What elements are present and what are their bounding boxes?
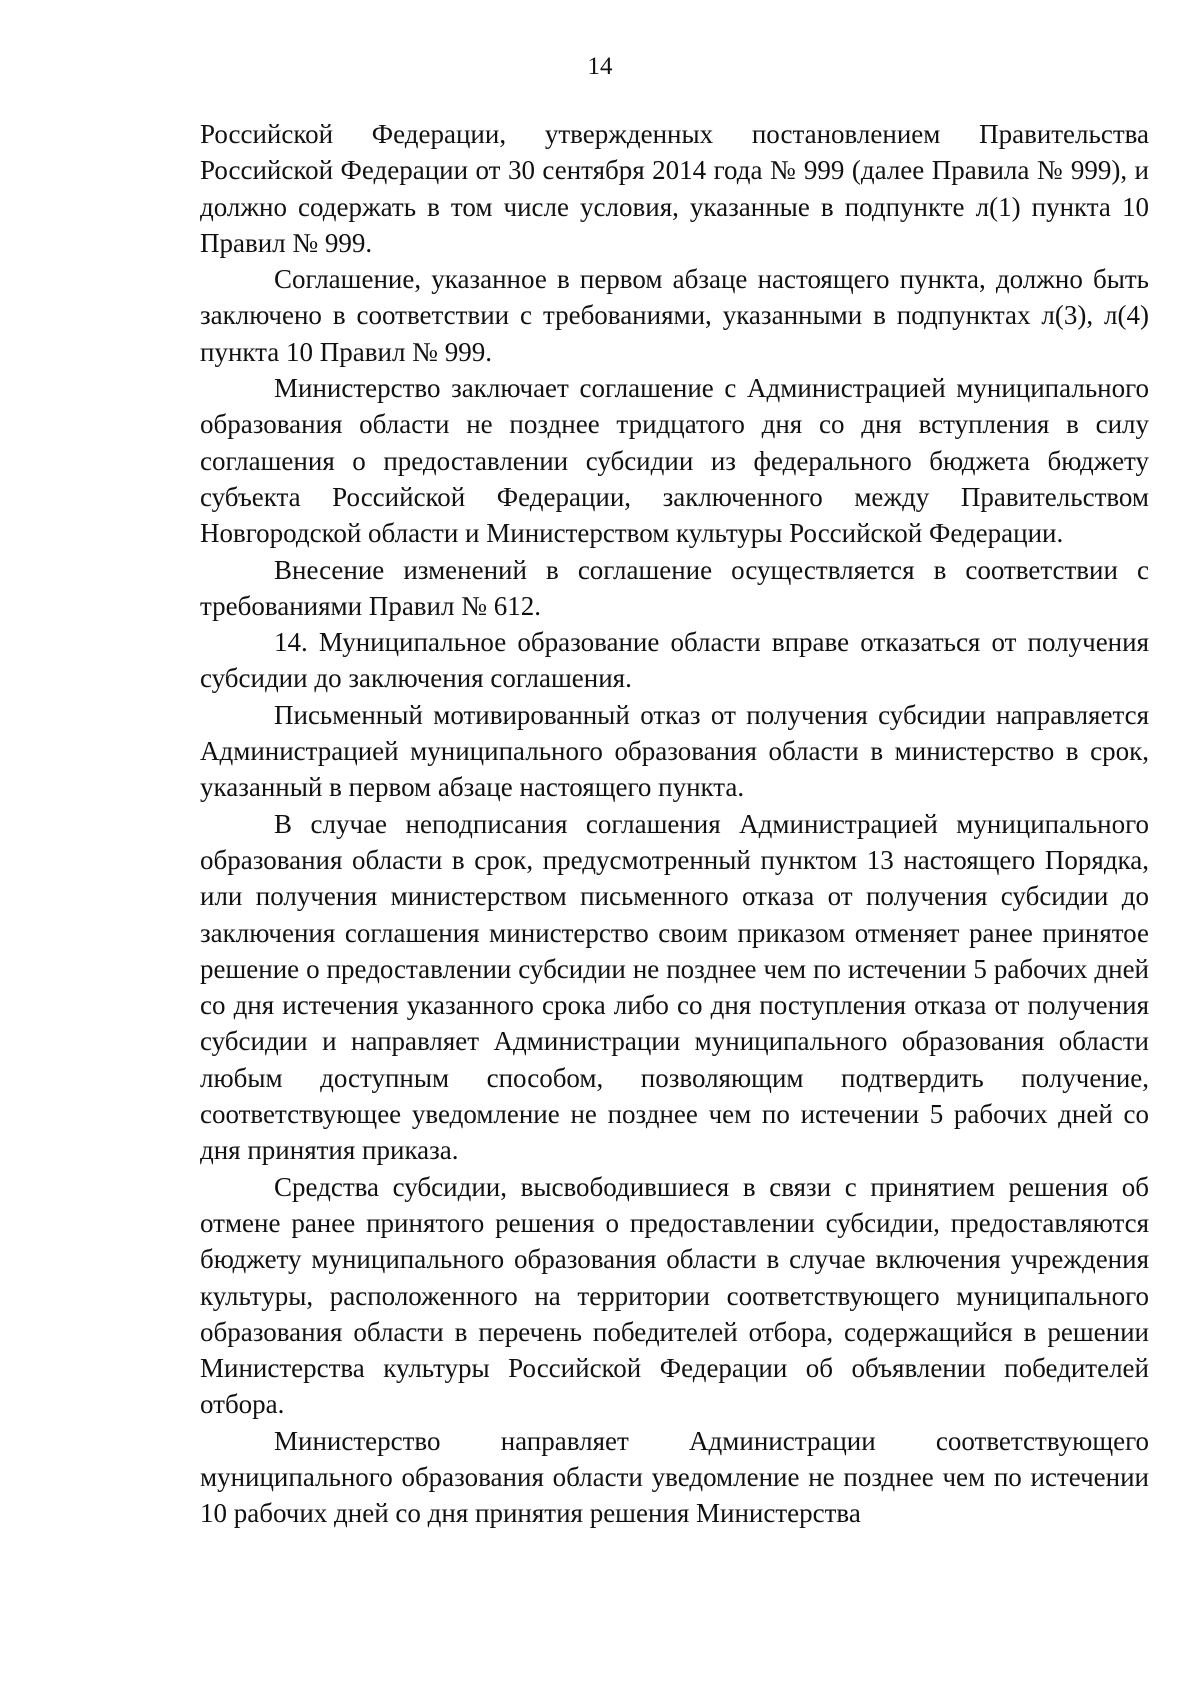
page-number: 14 <box>587 53 613 80</box>
paragraph-written-refusal: Письменный мотивированный отказ от получения субсидии направляется Администрацией муниципального образования области в министерство в срок, указанный в первом абзаце настоящего пункта. <box>200 699 1149 803</box>
paragraph-continuation: Российской Федерации, утвержденных постановлением Правительства Российской Федерации от 30 сентября 2014 года № 999 (далее Правила № 999), и должно содержать в том числе условия, указанные в подпункте л(1) пункта 10 Правил № 999. <box>200 119 1149 258</box>
document-body <box>200 116 1149 1532</box>
paragraph-item-14: 14. Муниципальное образование области вправе отказаться от получения субсидии до заключения соглашения. <box>200 627 1149 694</box>
paragraph-ministry-notification: Министерство направляет Администрации соответствующего муниципального образования области уведомление не позднее чем по истечении 10 рабочих дней со дня принятия решения Министерства <box>200 1425 1149 1529</box>
paragraph-ministry-agreement: Министерство заключает соглашение с Администрацией муниципального образования области не позднее тридцатого дня со дня вступления в силу соглашения о предоставлении субсидии из федерального бюджета бюджету субъекта Российской Федерации, заключенного между Правительством Новгородской области и Министерством культуры Российской Федерации. <box>200 373 1149 549</box>
paragraph-agreement-requirements: Соглашение, указанное в первом абзаце настоящего пункта, должно быть заключено в соответствии с требованиями, указанными в подпунктах л(3), л(4) пункта 10 Правил № 999. <box>200 264 1149 367</box>
paragraph-agreement-changes: Внесение изменений в соглашение осуществляется в соответствии с требованиями Правил № 612. <box>200 554 1149 621</box>
paragraph-non-signing: В случае неподписания соглашения Администрацией муниципального образования области в срок, предусмотренный пунктом 13 настоящего Порядка, или получения министерством письменного отказа от получения субсидии до заключения соглашения министерство своим приказом отменяет ранее принятое решение о предоставлении субсидии не позднее чем по истечении 5 рабочих дней со дня истечения указанного срока либо со дня поступления отказа от получения субсидии и направляет Администрации муниципального образования области любым доступным способом, позволяющим подтвердить получение, соответствующее уведомление не позднее чем по истечении 5 рабочих дней со дня принятия приказа. <box>200 808 1149 1166</box>
paragraph-released-funds: Средства субсидии, высвободившиеся в связи с принятием решения об отмене ранее принятого решения о предоставлении субсидии, предоставляются бюджету муниципального образования области в случае включения учреждения культуры, расположенного на территории соответствующего муниципального образования области в перечень победителей отбора, содержащийся в решении Министерства культуры Российской Федерации об объявлении победителей отбора. <box>200 1171 1149 1420</box>
